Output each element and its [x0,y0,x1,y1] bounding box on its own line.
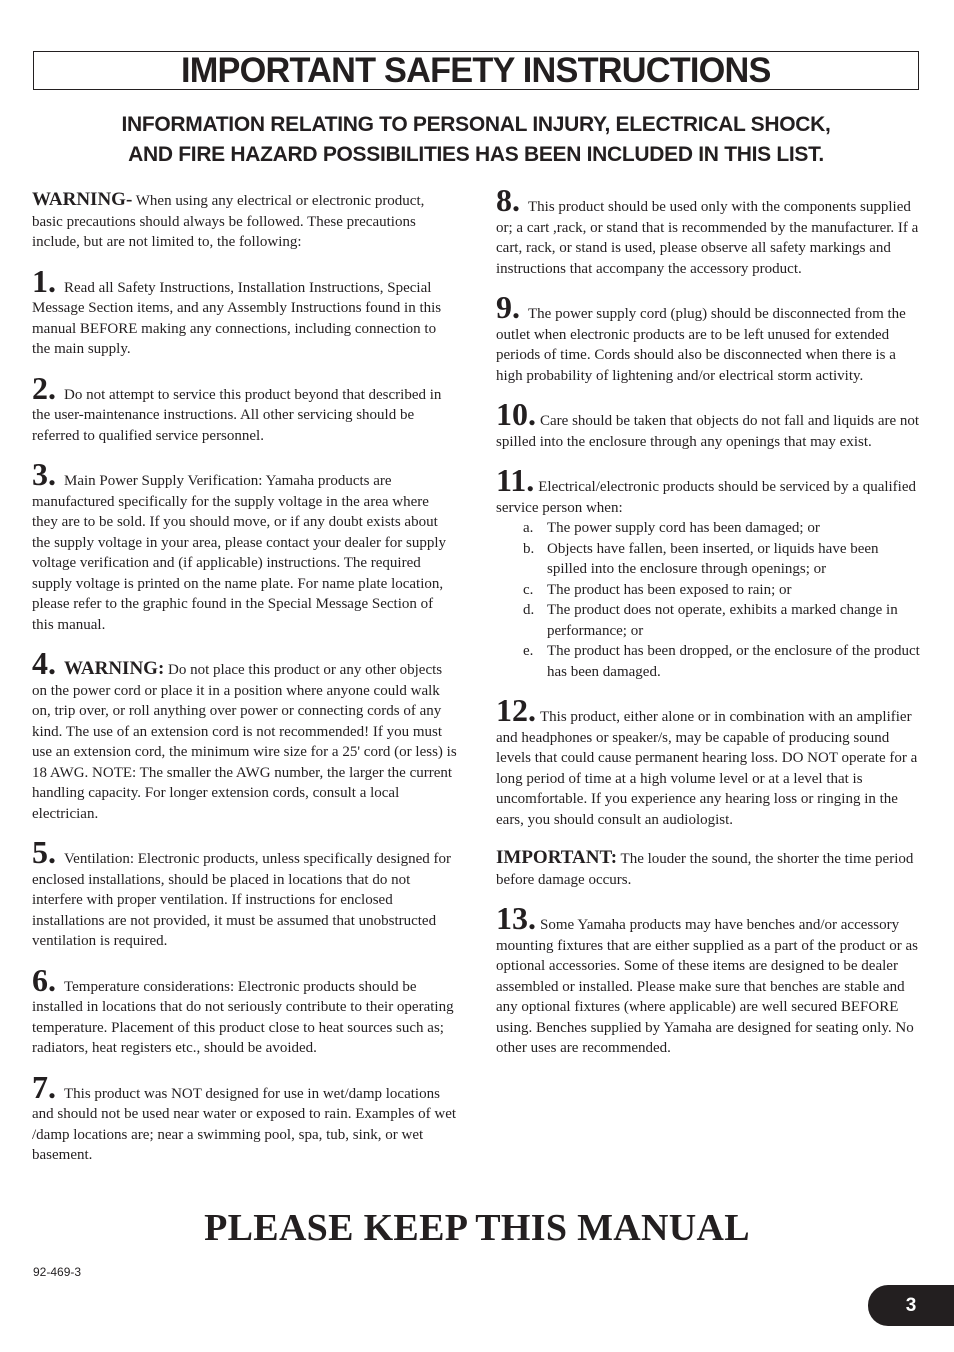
subtitle [33,110,919,170]
sub-list-item [523,600,920,641]
item-number: 1. [32,262,56,299]
important-text: The louder the sound, the shorter the time period before damage occurs. [496,851,914,888]
sub-text: Objects have fallen, been inserted, or liquids have been spilled into the enclosure through openings; or [547,540,879,577]
warning-lead: WARNING- [32,189,133,210]
item-number: 7. [32,1068,56,1105]
warning-text: When using any electrical or electronic product, basic precautions should always be followed. These precautions include, but are not limited to, the following: [32,193,425,250]
right-column [496,182,920,1077]
item-number: 3. [32,456,56,492]
sub-text: The product has been exposed to rain; or [547,581,792,598]
instruction-item [496,692,920,830]
instruction-item [32,961,458,1059]
instruction-item [496,182,920,279]
item-text: Some Yamaha products may have benches and/or accessory mounting fixtures that are either supplied as a part of the product or as optional accessories. Some of these items are designed to be dealer assembled or installed. Please make sure that benches are stable and any optional fixtures (where applicable) are well secured BEFORE using. Benches supplied by Yamaha are designed for seating only. No other uses are recommended. [496,917,918,1056]
sub-list-item [523,641,920,682]
item-text: Main Power Supply Verification: Yamaha products are manufactured specifically for the supply voltage in the area where they are to be sold. If you should move, or if any doubt exists about the supply voltage in your area, please contact your dealer for supply voltage verification and (if applicable) instructions. The required supply voltage is printed on the name plate. For name plate location, please refer to the graphic found in the Special Message Section of this manual. [32,473,447,633]
instruction-item [32,1068,458,1166]
sub-list-item [523,539,920,580]
item-text: Electrical/electronic products should be serviced by a qualified service person when: [496,479,917,516]
item-text: Read all Safety Instructions, Installation Instructions, Special Message Section items, and any Assembly Instructions found in this manual BEFORE making any connections, including connection to the main supply. [32,279,442,357]
item-number: 2. [32,369,56,406]
instruction-item [496,462,920,682]
instruction-item [32,456,458,635]
sub-letter: d. [523,602,535,618]
important-paragraph [496,848,920,890]
keep-manual-heading: PLEASE KEEP THIS MANUAL [204,1207,750,1249]
item-number: 10. [496,396,536,432]
instruction-item [32,834,458,952]
item-number: 5. [32,834,56,870]
instruction-item [32,262,458,360]
sub-letter: b. [523,540,535,557]
document-code: 92-469-3 [33,1265,82,1279]
sub-letter: a. [523,520,534,536]
item-text: This product should be used only with the components supplied or; a cart ,rack, or stand that is recommended by the manufacturer. If a cart, rack, or stand is used, please observe all safety markings and instructions that accompany the accessory product. [496,199,919,277]
subtitle-line-1: INFORMATION RELATING TO PERSONAL INJURY, ELECTRICAL SHOCK, [121,113,831,136]
item-text: The power supply cord (plug) should be disconnected from the outlet when electronic products are to be left unused for extended periods of time. Cords should also be disconnected when there is a high probability of lightening and/or electrical storm activity. [496,306,906,384]
item-number: 8. [496,182,520,218]
page-number-tab [868,1285,954,1326]
item-number: 6. [32,961,56,998]
warning-paragraph [32,190,458,253]
item-text: Do not place this product or any other objects on the power cord or place it in a position where anyone could walk on, trip over, or roll anything over power or connecting cords of any kind. The use of an extension cord is not recommended! If you must use an extension cord, the minimum wire size for a 25' cord (or less) is 18 AWG. NOTE: The smaller the AWG number, the larger the current handling capacity. For longer extension cords, consult a local electrician. [32,662,457,822]
item-number: 11. [496,462,535,498]
item-text: Do not attempt to service this product beyond that described in the user-maintenance instructions. All other servicing should be referred to qualified service personnel. [32,386,442,444]
instruction-item [496,900,920,1059]
item-text: This product, either alone or in combination with an amplifier and headphones or speaker/s, may be capable of producing sound levels that could cause permanent hearing loss. DO NOT operate for a long period of time at a high volume level or at a level that is uncomfortable. If you experience any hearing loss or ringing in the ears, you should consult an audiologist. [496,709,918,828]
item-number: 4. [32,645,56,681]
item-number: 9. [496,289,520,325]
sub-list-item [523,518,920,539]
page-title: IMPORTANT SAFETY INSTRUCTIONS [181,51,771,90]
item-lead: WARNING: [64,658,165,679]
sub-text: The product does not operate, exhibits a marked change in performance; or [547,602,898,639]
instruction-item [496,396,920,452]
sub-letter: c. [523,581,534,598]
important-lead: IMPORTANT: [496,847,618,868]
subtitle-line-2: AND FIRE HAZARD POSSIBILITIES HAS BEEN INCLUDED IN THIS LIST. [128,143,824,166]
instruction-item [496,289,920,386]
sub-text: The power supply cord has been damaged; or [547,520,820,536]
item-text: This product was NOT designed for use in wet/damp locations and should not be used near water or exposed to rain. Examples of wet /damp locations are; near a swimming pool, spa, tub, sink, or wet basement. [32,1085,457,1163]
page-number: 3 [905,1294,917,1316]
sub-letter: e. [523,643,534,659]
item-number: 13. [496,900,536,936]
sub-list [496,518,920,682]
instruction-item [32,369,458,447]
title-box [33,51,919,90]
sub-list-item [523,580,920,601]
item-text: Ventilation: Electronic products, unless specifically designed for enclosed installations, should be placed in locations that do not interfere with proper ventilation. If instructions for enclosed installations are not provided, it must be assumed that unobstructed ventilation is required. [32,851,451,949]
item-text: Temperature considerations: Electronic products should be installed in locations that do not seriously contribute to their operating temperature. Placement of this product close to heat sources such as; radiators, heat registers etc., should be avoided. [32,978,454,1056]
item-text: Care should be taken that objects do not fall and liquids are not spilled into the enclosure through any openings that may exist. [496,413,920,450]
left-column [32,190,458,1184]
instruction-item [32,645,458,824]
sub-text: The product has been dropped, or the enclosure of the product has been damaged. [547,643,920,680]
item-number: 12. [496,692,536,728]
